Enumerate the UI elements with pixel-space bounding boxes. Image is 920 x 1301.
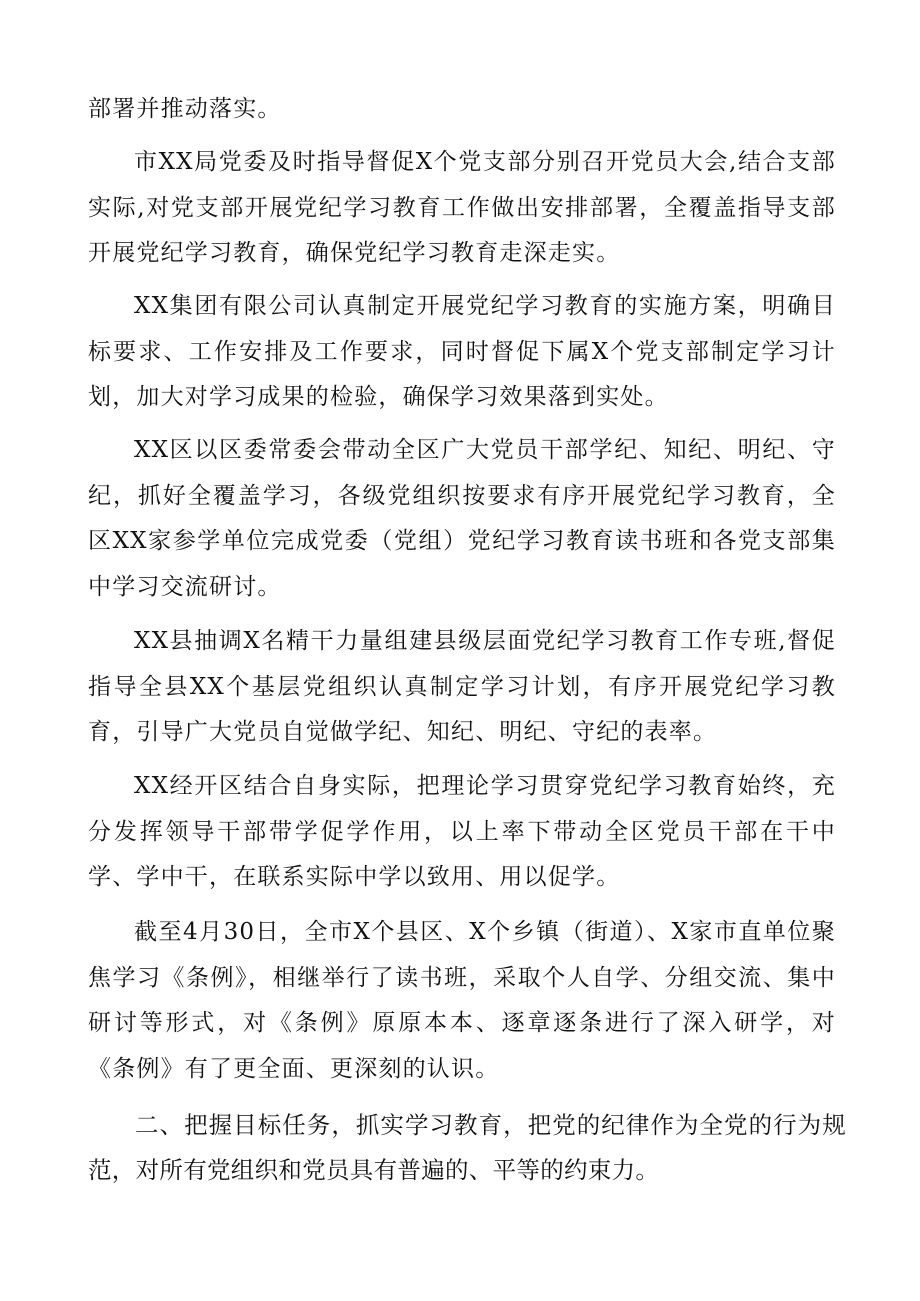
paragraph-district: XX区以区委常委会带动全区广大党员干部学纪、知纪、明纪、守纪，抓好全覆盖学习，各级党组织按要求有序开展党纪学习教育，全区XX家参学单位完成党委（党组）党纪学习教育读书班和各党支部集中学习交流研讨。: [88, 437, 836, 600]
paragraph-county: XX县抽调X名精干力量组建县级层面党纪学习教育工作专班,督促指导全县XX个基层党组织认真制定学习计划，有序开展党纪学习教育，引导广大党员自觉做学纪、知纪、明纪、守纪的表率。: [88, 628, 836, 745]
paragraph-continuation: 部署并推动落实。: [88, 96, 282, 122]
paragraph-development-zone: XX经开区结合自身实际，把理论学习贯穿党纪学习教育始终，充分发挥领导干部带学促学作用，以上率下带动全区党员干部在干中学、学中干，在联系实际中学以致用、用以促学。: [88, 773, 836, 890]
paragraph-city-bureau: 市XX局党委及时指导督促X个党支部分别召开党员大会,结合支部实际,对党支部开展党纪学习教育工作做出安排部署，全覆盖指导支部开展党纪学习教育，确保党纪学习教育走深走实。: [88, 149, 836, 266]
paragraph-group-company: XX集团有限公司认真制定开展党纪学习教育的实施方案，明确目标要求、工作安排及工作要求，同时督促下属X个党支部制定学习计划，加大对学习成果的检验，确保学习效果落到实处。: [88, 293, 836, 410]
paragraph-summary: 截至4月30日，全市X个县区、X个乡镇（街道）、X家市直单位聚焦学习《条例》，相继举行了读书班，采取个人自学、分组交流、集中研讨等形式，对《条例》原原本本、逐章逐条进行了深入研学，对《条例》有了更全面、更深刻的认识。: [88, 919, 836, 1082]
section-heading: 二、把握目标任务，抓实学习教育，把党的纪律作为全党的行为规范，对所有党组织和党员具有普遍的、平等的约束力。: [88, 1111, 846, 1184]
